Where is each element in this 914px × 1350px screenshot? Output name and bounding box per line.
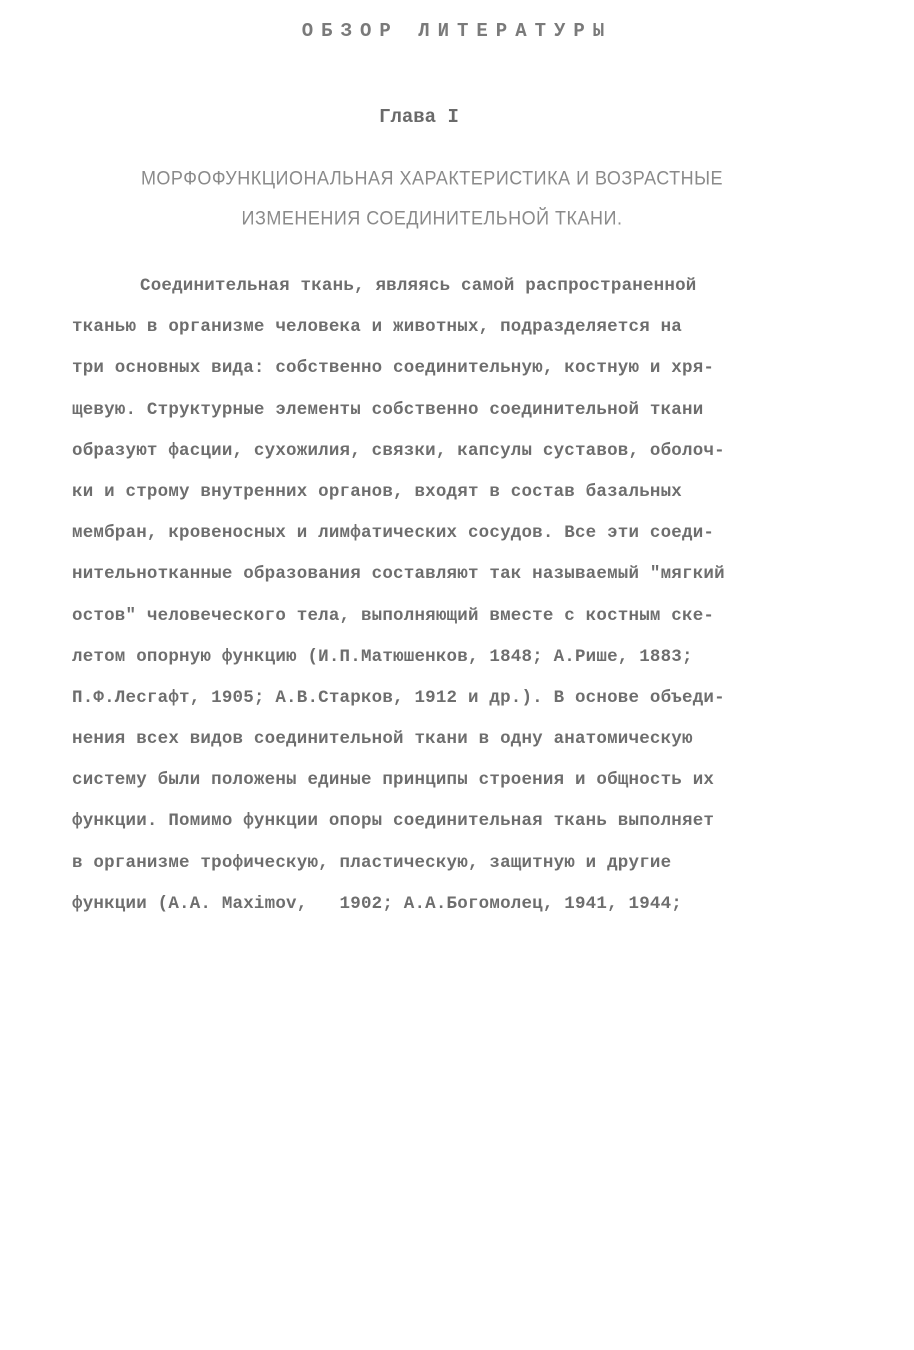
- chapter-subtitle-line-2: ИЗМЕНЕНИЯ СОЕДИНИТЕЛЬНОЙ ТКАНИ.: [241, 206, 623, 229]
- section-heading: ОБЗОР ЛИТЕРАТУРЫ: [301, 20, 613, 42]
- text-line: летом опорную функцию (И.П.Матюшенков, 1848; А.Рише, 1883;: [72, 646, 693, 667]
- text-line: образуют фасции, сухожилия, связки, капсулы суставов, оболоч-: [72, 440, 725, 461]
- text-line: тканью в организме человека и животных, подразделяется на: [72, 317, 682, 338]
- text-line: в организме трофическую, пластическую, защитную и другие: [72, 852, 672, 873]
- text-line: П.Ф.Лесгафт, 1905; А.В.Старков, 1912 и др.). В основе объеди-: [72, 687, 725, 708]
- chapter-subtitle-line-1: МОРФОФУНКЦИОНАЛЬНАЯ ХАРАКТЕРИСТИКА И ВОЗРАСТНЫЕ: [140, 166, 724, 189]
- text-line: функции (А.А. Maximov, 1902; А.А.Богомолец, 1941, 1944;: [72, 893, 682, 914]
- text-line: нения всех видов соединительной ткани в одну анатомическую: [72, 729, 693, 750]
- text-line: остов" человеческого тела, выполняющий вместе с костным ске-: [72, 605, 715, 626]
- chapter-title: Глава I: [379, 106, 459, 128]
- text-line: Соединительная ткань, являясь самой распространенной: [140, 276, 697, 296]
- text-line: нительнотканные образования составляют так называемый "мягкий: [72, 564, 725, 585]
- text-line: систему были положены единые принципы строения и общность их: [72, 770, 715, 791]
- text-line: три основных вида: собственно соединительную, костную и хря-: [72, 358, 715, 379]
- text-line: щевую. Структурные элементы собственно соединительной ткани: [72, 399, 704, 420]
- body-paragraph: [72, 266, 842, 925]
- text-line: функции. Помимо функции опоры соединительная ткань выполняет: [72, 811, 715, 832]
- text-line: мембран, кровеносных и лимфатических сосудов. Все эти соеди-: [72, 523, 715, 544]
- text-line: ки и строму внутренних органов, входят в состав базальных: [72, 481, 682, 502]
